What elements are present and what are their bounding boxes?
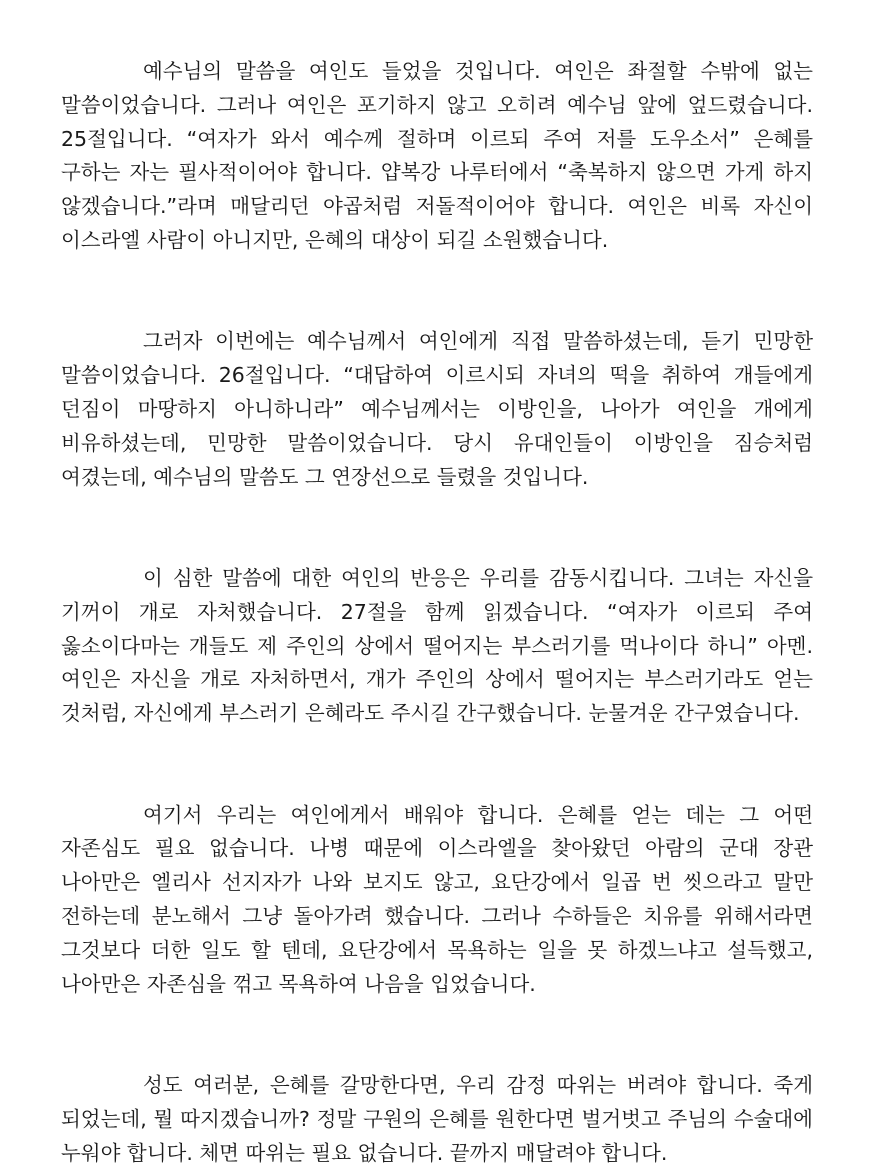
paragraph-2: 그러자 이번에는 예수님께서 여인에게 직접 말씀하셨는데, 듣기 민망한 말씀이었습니다. 26절입니다. “대답하여 이르시되 자녀의 떡을 취하여 개들에게 던짐이 마땅하지 아니하니라” 예수님께서는 이방인을, 나아가 여인을 개에게 비유하셨는데, 민망한 말씀이었습니다. 당시 유대인들이 이방인을 짐승처럼 여겼는데, 예수님의 말씀도 그 연장선으로 들렸을 것입니다. <box>61 329 813 489</box>
paragraph-5: 성도 여러분, 은혜를 갈망한다면, 우리 감정 따위는 버려야 합니다. 죽게 되었는데, 뭘 따지겠습니까? 정말 구원의 은혜를 원한다면 벌거벗고 주님의 수술대에 누워야 합니다. 체면 따위는 필요 없습니다. 끝까지 매달려야 합니다. <box>61 1072 813 1165</box>
paragraph-3: 이 심한 말씀에 대한 여인의 반응은 우리를 감동시킵니다. 그녀는 자신을 기꺼이 개로 자처했습니다. 27절을 함께 읽겠습니다. “여자가 이르되 주여 옳소이다마는 개들도 제 주인의 상에서 떨어지는 부스러기를 먹나이다 하니” 아멘. 여인은 자신을 개로 자처하면서, 개가 주인의 상에서 떨어지는 부스러기라도 얻는 것처럼, 자신에게 부스러기 은혜라도 주시길 간구했습니다. 눈물겨운 간구였습니다. <box>61 565 813 726</box>
paragraph-1: 예수님의 말씀을 여인도 들었을 것입니다. 여인은 좌절할 수밖에 없는 말씀이었습니다. 그러나 여인은 포기하지 않고 오히려 예수님 앞에 엎드렸습니다. 25절입니다. “여자가 와서 예수께 절하며 이르되 주여 저를 도우소서” 은혜를 구하는 자는 필사적이어야 합니다. 얍복강 나루터에서 “축복하지 않으면 가게 하지 않겠습니다.”라며 매달리던 야곱처럼 저돌적이어야 합니다. 여인은 비록 자신이 이스라엘 사람이 아니지만, 은혜의 대상이 되길 소원했습니다. <box>61 59 813 252</box>
document-page <box>61 55 813 1170</box>
paragraph-4: 여기서 우리는 여인에게서 배워야 합니다. 은혜를 얻는 데는 그 어떤 자존심도 필요 없습니다. 나병 때문에 이스라엘을 찾아왔던 아람의 군대 장관 나아만은 엘리사 선지자가 나와 보지도 않고, 요단강에서 일곱 번 씻으라고 말만 전하는데 분노해서 그냥 돌아가려 했습니다. 그러나 수하들은 치유를 위해서라면 그것보다 더한 일도 할 텐데, 요단강에서 목욕하는 일을 못 하겠느냐고 설득했고, 나아만은 자존심을 꺾고 목욕하여 나음을 입었습니다. <box>61 802 813 996</box>
